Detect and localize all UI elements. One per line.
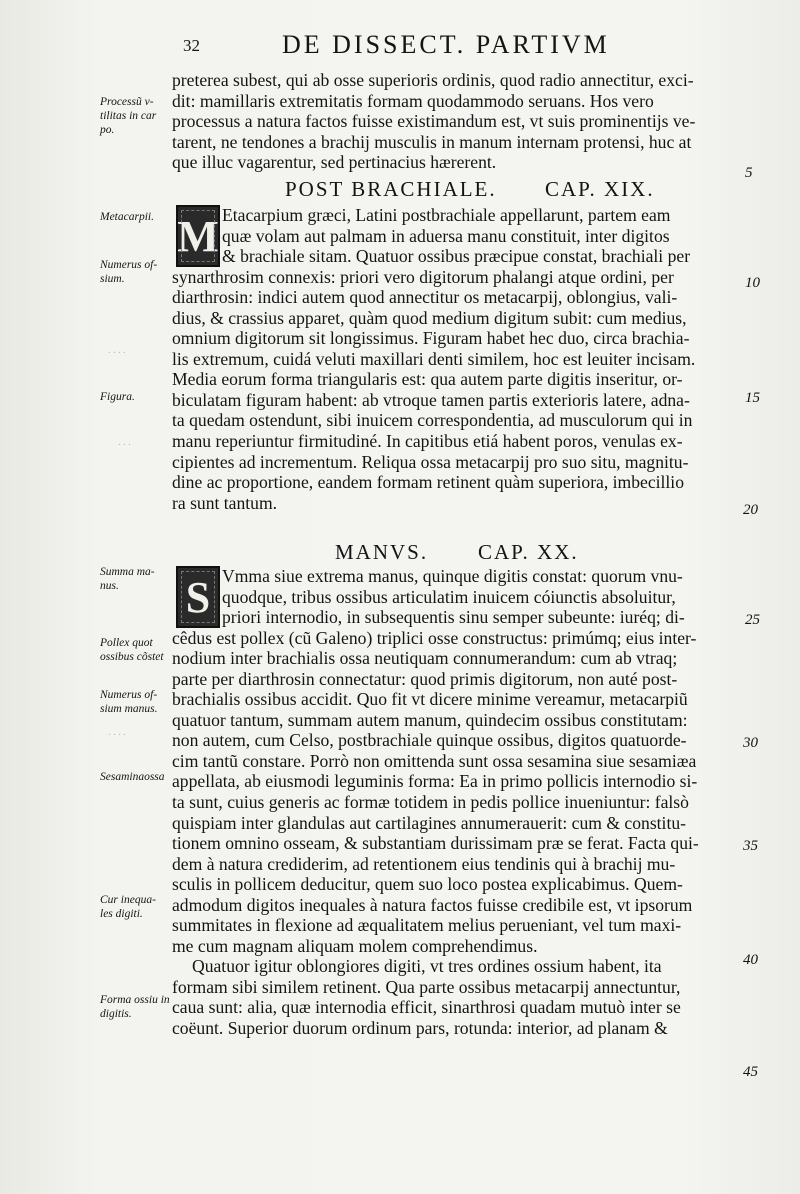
text-line: tionem omnino osseam, & substantiam durissimam præ se ferat. Facta qui-: [172, 833, 699, 854]
book-page: 32 DE DISSECT. PARTIVM · · · · · · · · · · · Processũ v- tilitas in car po. Metacarpii. Numerus of- sium. Figura. Summa ma- nus. Pollex quot ossibus cõstet Numerus of- sium manus. Sesaminaossa Cur inequa- les digiti. Forma ossiu in digitis. 5 10 15 20 25 30 35 40 45 preterea subest, qui ab osse superioris ordinis, quod radio annectitur, exci- dit: mamillaris extremitatis formam quodammodo seruans. Hos vero processus a natura factos fuisse existimandum est, vt suis prominentijs ve- tarent, ne tendones a brachij musculis in manum internam protensi, huc at que illuc vagarentur, sed pertinacius hærerent. POST BRACHIALE. CAP. XIX. M Etacarpium græci, Latini postbrachiale appellarunt, partem eam quæ volam aut palmam in aduersa manu constituit, inter digitos & brachiale sitam. Quatuor ossibus præcipue constat, brachiali per synarthrosim connexis: priori vero digitorum phalangi atque ordini, per diarthrosin: indici autem quod annectitur os metacarpij, oblongius, vali- dius, & crassius apparet, quàm quod medium digitum subit: cum medius, omnium digitorum sit longissimus. Figuram habet hec duo, circa brachia- lis extremum, cuidá veluti maxillari denti similem, hoc est leuiter incisam. Media eorum forma triangularis est: qua autem parte digitis inseritur, or- biculatam figuram habent: ab vtroque tamen partis exterioris latere, adna- ta quedam ostendunt, sibi inuicem correspondentia, ad musculorum qui in manu reperiuntur firmitudiné. In capitibus etiá habent poros, venulas ex- cipientes ad incrementum. Reliqua ossa metacarpij pro suo situ, magnitu- dine ac proportione, eandem formam retinent quàm superiora, imbecillio ra sunt tantum. MANVS. CAP. XX. S Vmma siue extrema manus, quinque digitis constat: quorum vnu- quodque, tribus ossibus articulatim inuicem cóiunctis absoluitur, priori internodio, in subsequentis sinu semper subeunte: iuréq; di- cêdus est pollex (cũ Galeno) triplici osse constructus: primúmq; eius inter- nodium inter brachialis ossa neutiquam connumerandum: cum ab vtraq; parte per diarthrosin connectatur: quod primis digitorum, non auté post- brachialis ossibus accidit. Quo fit vt dicere minime vereamur, metacarpiũ quatuor tantum, summam autem manum, quindecim ossibus constitutam: non autem, cum Celso, postbrachiale quinque ossibus, digitos quatuorde- cim tantũ constare. Porrò non omittenda sunt ossa sesamina siue sesamiæa appellata, ab eiusmodi leguminis forma: Ea in primo pollicis internodio si- ta sunt, cuius generis ac formæ totidem in pedis pollice inueniuntur: falsò quispiam inter glandulas aut cartilagines annumerauerit: cum & constitu- tionem omnino osseam, & substantiam durissimam præ se ferat. Facta qui- dem à natura crediderim, ad retentionem eius tendinis qui à brachij mu- sculis in pollicem deducitur, quem suo loco postea explicabimus. Quem- admodum digitos inequales à natura factos fuisse credibile est, vt ipsorum summitates in flexione ad æqualitatem melius perueniant, vel tum maxi- me cum magnam aliquam molem comprehendimus. Quatuor igitur oblongiores digiti, vt tres ordines ossium habent, ita formam sibi similem retinent. Qua parte ossibus metacarpij annectuntur, caua sunt: alia, quæ internodia efficit, sinarthrosi quadam mutuò inter se coëunt. Superior duorum ordinum pars, rotunda: interior, ad planam &: [0, 0, 800, 1194]
text-line: diarthrosin: indici autem quod annectitur os metacarpij, oblongius, vali-: [172, 287, 678, 308]
paragraph-manus: [172, 566, 737, 1039]
text-line: lis extremum, cuidá veluti maxillari denti similem, hoc est leuiter incisam.: [172, 348, 696, 369]
text-line: formam sibi similem retinent. Qua parte ossibus metacarpij annectuntur,: [172, 976, 681, 997]
text-line: cim tantũ constare. Porrò non omittenda sunt ossa sesamina siue sesamiæa: [172, 750, 697, 771]
text-line: Etacarpium græci, Latini postbrachiale appellarunt, partem eam: [222, 205, 671, 225]
text-line: quodque, tribus ossibus articulatim inuicem cóiunctis absoluitur,: [222, 586, 676, 607]
text-line: biculatam figuram habent: ab vtroque tamen partis exterioris latere, adna-: [172, 389, 690, 410]
text-line: quatuor tantum, summam autem manum, quindecim ossibus constitutam:: [172, 709, 688, 730]
text-line: appellata, ab eiusmodi leguminis forma: Ea in primo pollicis internodio si-: [172, 771, 698, 792]
text-line: & brachiale sitam. Quatuor ossibus præcipue constat, brachiali per: [222, 246, 691, 267]
line-number-20: 20: [743, 502, 758, 518]
text-line: ra sunt tantum.: [172, 492, 278, 513]
text-line: quæ volam aut palmam in aduersa manu constituit, inter digitos: [222, 225, 670, 246]
margin-note-processus: Processũ v- tilitas in car po.: [100, 96, 157, 136]
text-line: admodum digitos inequales à natura factos fuisse credibile est, vt ipsorum: [172, 894, 693, 915]
text-line: quispiam inter glandulas aut cartilagines annumerauerit: cum & constitu-: [172, 812, 686, 833]
text-line: caua sunt: alia, quæ internodia efficit, sinarthrosi quadam mutuò inter se: [172, 997, 681, 1018]
text-line: omnium digitorum sit longissimus. Figuram habet hec duo, circa brachia-: [172, 328, 690, 349]
margin-note-forma-ossium: Forma ossiu in digitis.: [100, 994, 170, 1020]
text-line: priori internodio, in subsequentis sinu semper subeunte: iuréq; di-: [222, 607, 685, 628]
text-line: dius, & crassius apparet, quàm quod medium digitum subit: cum medius,: [172, 307, 687, 328]
text-line: coëunt. Superior duorum ordinum pars, rotunda: interior, ad planam &: [172, 1018, 668, 1039]
margin-note-numerus-ossium-manus: Numerus of- sium manus.: [100, 689, 158, 715]
line-number-40: 40: [743, 952, 758, 968]
text-line: Quatuor igitur oblongiores digiti, vt tres ordines ossium habent, ita: [192, 956, 662, 977]
text-line: sculis in pollicem deducitur, quem suo loco postea explicabimus. Quem-: [172, 874, 683, 895]
line-number-35: 35: [743, 838, 758, 854]
text-line: processus a natura factos fuisse existimandum est, vt suis prominentijs ve-: [172, 111, 696, 132]
text-line: manu reperiuntur firmitudiné. In capitibus etiá habent poros, venulas ex-: [172, 431, 683, 452]
text-line: preterea subest, qui ab osse superioris ordinis, quod radio annectitur, exci-: [172, 70, 694, 90]
line-number-45: 45: [743, 1064, 758, 1080]
text-line: dem à natura crediderim, ad retentionem eius tendinis qui à brachij mu-: [172, 853, 676, 874]
line-number-10: 10: [745, 275, 760, 291]
text-line: tarent, ne tendones a brachij musculis in manum internam protensi, huc at: [172, 131, 692, 152]
decorated-initial-m: M: [176, 205, 220, 267]
chapter-heading-number: CAP. XX.: [478, 540, 579, 564]
text-line: ta sunt, cuius generis ac formæ totidem in pedis pollice inueniuntur: falsò: [172, 792, 689, 813]
margin-note-numerus-ossium: Numerus of- sium.: [100, 259, 158, 285]
line-number-5: 5: [745, 165, 753, 181]
text-line: dit: mamillaris extremitatis formam quodammodo seruans. Hos vero: [172, 90, 654, 111]
margin-note-figura: Figura.: [100, 391, 135, 403]
text-line: nodium inter brachialis ossa neutiquam connumerandum: cum ab vtraq;: [172, 648, 678, 669]
line-number-15: 15: [745, 390, 760, 406]
text-line: Vmma siue extrema manus, quinque digitis constat: quorum vnu-: [222, 566, 683, 586]
text-line: parte per diarthrosin connectatur: quod primis digitorum, non auté post-: [172, 668, 678, 689]
paragraph-processus: [172, 70, 737, 173]
decorated-initial-s: S: [176, 566, 220, 628]
text-line: me cum magnam aliquam molem comprehendimus.: [172, 935, 538, 956]
line-number-30: 30: [743, 735, 758, 751]
paragraph-metacarpium: [172, 205, 737, 513]
chapter-heading-title: MANVS.: [335, 540, 429, 564]
margin-note-metacarpii: Metacarpii.: [100, 211, 154, 223]
text-line: cêdus est pollex (cũ Galeno) triplici osse constructus: primúmq; eius inter-: [172, 627, 697, 648]
margin-note-pollex: Pollex quot ossibus cõstet: [100, 637, 164, 663]
line-number-25: 25: [745, 612, 760, 628]
text-line: synarthrosim connexis: priori vero digitorum phalangi atque ordini, per: [172, 266, 674, 287]
text-line: cipientes ad incrementum. Reliqua ossa metacarpij pro suo situ, magnitu-: [172, 451, 689, 472]
margin-note-summa-manus: Summa ma- nus.: [100, 566, 155, 592]
margin-note-cur-inequales: Cur inequa- les digiti.: [100, 894, 156, 920]
text-line: non autem, cum Celso, postbrachiale quinque ossibus, digitos quatuorde-: [172, 730, 687, 751]
text-line: brachialis ossibus accidit. Quo fit vt dicere minime vereamur, metacarpiũ: [172, 689, 688, 710]
text-line: summitates in flexione ad æqualitatem melius perueniant, vel tum maxi-: [172, 915, 682, 936]
text-line: dine ac proportione, eandem formam retinent quàm superiora, imbecillio: [172, 472, 684, 493]
margin-note-sesamina: Sesaminaossa: [100, 771, 165, 783]
chapter-heading-title: POST BRACHIALE.: [285, 177, 497, 201]
text-line: Media eorum forma triangularis est: qua autem parte digitis inseritur, or-: [172, 369, 683, 390]
text-line: ta quedam ostendunt, sibi inuicem correspondentia, ad musculorum qui in: [172, 410, 693, 431]
running-title: DE DISSECT. PARTIVM: [282, 30, 610, 59]
chapter-heading-number: CAP. XIX.: [545, 177, 655, 201]
text-line: que illuc vagarentur, sed pertinacius hærerent.: [172, 152, 497, 173]
page-number: 32: [183, 36, 200, 55]
